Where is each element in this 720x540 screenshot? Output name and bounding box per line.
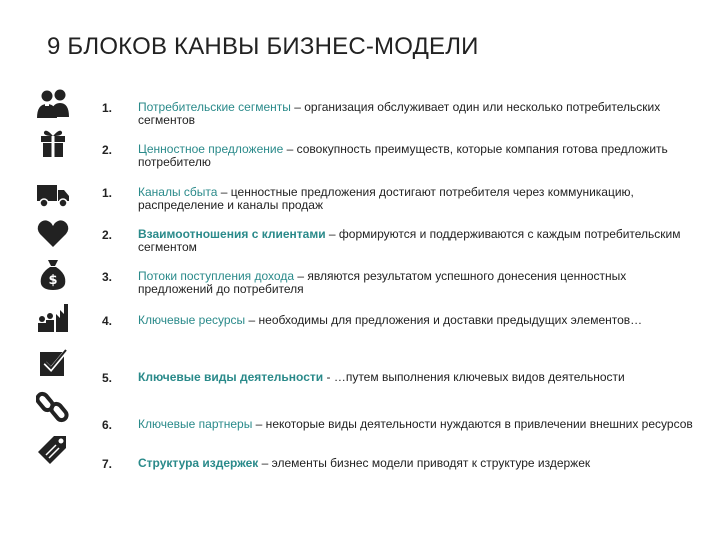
page-title: 9 БЛОКОВ КАНВЫ БИЗНЕС-МОДЕЛИ [47,33,479,60]
item-term: Потребительские сегменты [138,100,291,114]
item-term: Ценностное предложение [138,142,284,156]
item-term: Ключевые партнеры [138,417,253,431]
price-tag-icon [36,433,70,467]
item-number: 1. [102,186,113,200]
item-text [138,186,698,212]
checkbox-icon [36,346,70,380]
resources-icon [36,300,70,334]
item-number: 7. [102,457,113,471]
item-number: 1. [102,101,113,115]
item-term: Каналы сбыта [138,185,218,199]
item-term: Структура издержек [138,456,259,470]
item-text [138,418,698,431]
item-number: 5. [102,371,113,385]
item-text [138,371,698,384]
item-desc: – необходимы для предложения и доставки предыдущих элементов… [245,313,643,327]
item-number: 6. [102,418,113,432]
item-text [138,270,698,296]
item-text [138,228,698,254]
item-desc: – являются результатом успешного донесения ценностных предложений до потребителя [138,269,627,296]
item-desc: – организация обслуживает один или несколько потребительских сегментов [138,100,661,127]
truck-icon [36,177,70,211]
people-icon [36,88,70,122]
item-number: 2. [102,228,113,242]
heart-icon [36,217,70,251]
item-desc: – некоторые виды деятельности нуждаются в привлечении внешних ресурсов [252,417,693,431]
item-term: Взаимоотношения с клиентами [138,227,326,241]
item-text [138,457,698,470]
gift-icon [36,126,70,160]
item-term: Ключевые виды деятельности [138,370,324,384]
money-bag-icon [36,258,70,292]
item-term: Ключевые ресурсы [138,313,246,327]
item-desc: – формируются и поддерживаются с каждым потребительским сегментом [138,227,681,254]
item-desc: – ценностные предложения достигают потребителя через коммуникацию, распределение и каналы продаж [138,185,634,212]
item-text [138,314,698,327]
chain-link-icon [36,390,70,424]
item-number: 4. [102,314,113,328]
item-text [138,143,698,169]
item-number: 2. [102,143,113,157]
item-desc: - …путем выполнения ключевых видов деятельности [323,370,625,384]
item-desc: – совокупность преимуществ, которые компания готова предложить потребителю [138,142,668,169]
svg-text:$: $ [48,273,58,288]
item-desc: – элементы бизнес модели приводят к структуре издержек [258,456,591,470]
item-number: 3. [102,270,113,284]
item-text [138,101,698,127]
item-term: Потоки поступления дохода [138,269,294,283]
